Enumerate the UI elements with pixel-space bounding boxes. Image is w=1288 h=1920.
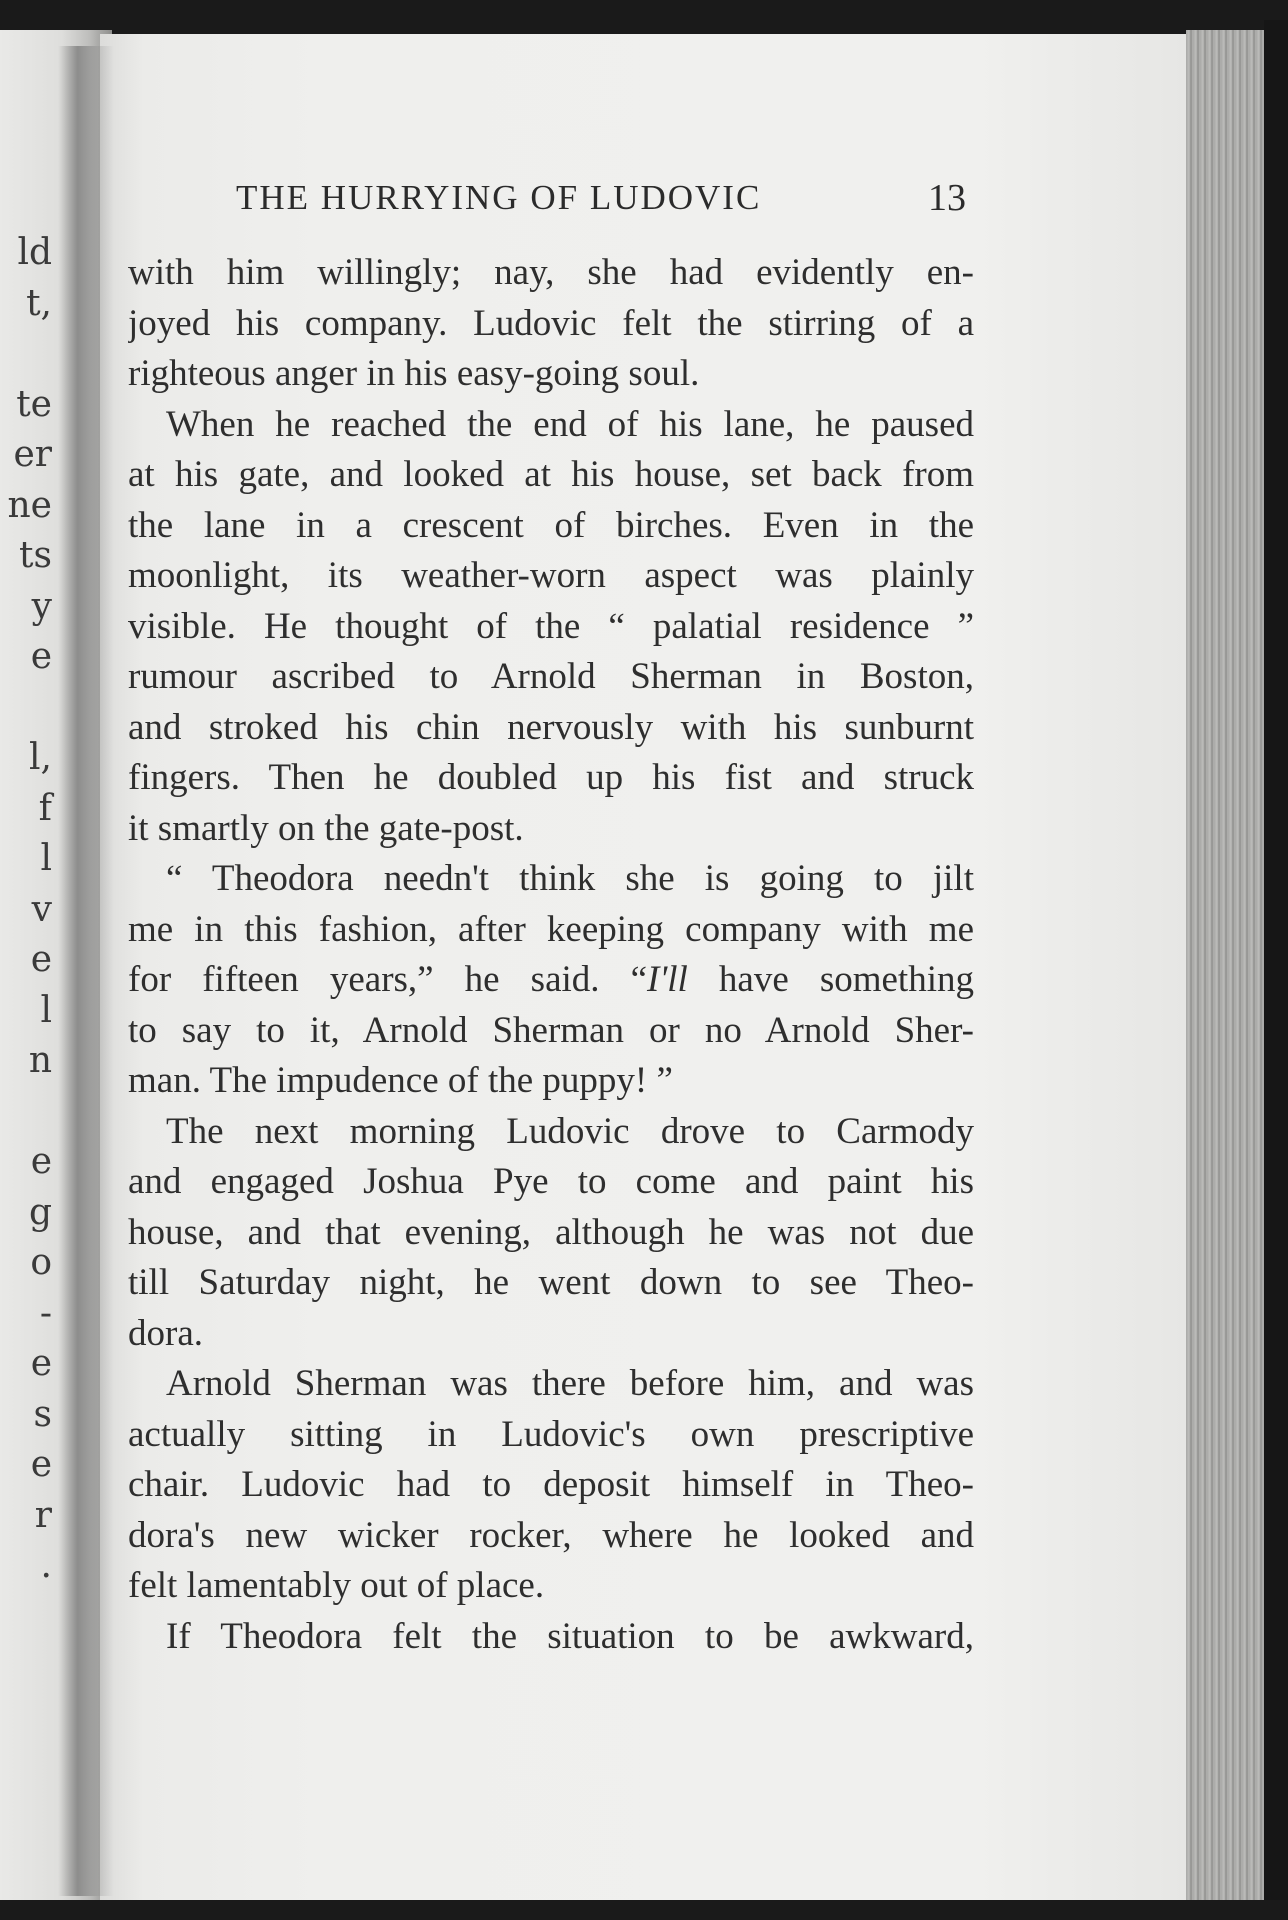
book-cover-edge [1264, 20, 1288, 1920]
text-line: Arnold Sherman was there before him, and was [166, 1363, 974, 1404]
left-page-fragment: e [30, 1343, 52, 1384]
text-line: with him willingly; nay, she had evidently en- [128, 252, 974, 293]
page-number: 13 [928, 177, 966, 219]
body-text [128, 248, 974, 1662]
left-page-fragment: l [40, 838, 52, 879]
left-page-fragment: f [38, 787, 52, 829]
left-page-fragment: v [31, 888, 52, 930]
left-page-fragment: . [40, 1545, 52, 1586]
text-line: joyed his company. Ludovic felt the stirring of a [128, 302, 974, 344]
left-page-fragment: e [30, 939, 52, 980]
line-segment: for fifteen years,” he said. “ [128, 959, 648, 1000]
gutter-shadow [58, 46, 114, 1896]
left-page-fragment: e [30, 636, 52, 677]
left-page-fragment: e [30, 1444, 52, 1485]
text-line: to say to it, Arnold Sherman or no Arnold Sher- [128, 1009, 974, 1051]
text-line: it smartly on the gate-post. [128, 807, 524, 849]
left-page-fragment: g [28, 1191, 52, 1233]
left-page-fragment: t, [26, 282, 52, 324]
text-line: “ Theodora needn't think she is going to jilt [166, 858, 974, 899]
left-page-fragment: l [40, 989, 52, 1031]
text-line: When he reached the end of his lane, he paused [166, 403, 974, 445]
line-segment: have something [687, 959, 974, 1000]
left-page-fragment: ne [7, 484, 52, 526]
left-page-fragment: y [31, 585, 52, 627]
left-page-fragment: - [39, 1292, 52, 1334]
text-line: man. The impudence of the puppy! ” [128, 1060, 673, 1101]
text-line: The next morning Ludovic drove to Carmody [166, 1110, 974, 1152]
bottom-background [0, 1900, 1288, 1920]
text-line: righteous anger in his easy-going soul. [128, 353, 700, 394]
left-page-fragment: l, [29, 737, 52, 778]
left-page-fragment: n [28, 1040, 52, 1081]
text-line: If Theodora felt the situation to be awkward, [166, 1615, 974, 1657]
left-page-fragment: er [13, 434, 52, 475]
text-line: rumour ascribed to Arnold Sherman in Boston, [128, 656, 974, 697]
left-page-fragment: ld [17, 232, 52, 273]
italic-word: I'll [647, 959, 688, 1000]
text-line: house, and that evening, although he was not due [128, 1211, 974, 1253]
left-page-fragment: ts [19, 535, 52, 576]
left-page-fragment: s [33, 1393, 52, 1435]
text-line: the lane in a crescent of birches. Even in the [128, 504, 974, 546]
text-line: actually sitting in Ludovic's own prescriptive [128, 1413, 974, 1455]
text-line: and engaged Joshua Pye to come and paint his [128, 1161, 974, 1202]
text-line: chair. Ludovic had to deposit himself in Theo- [128, 1464, 974, 1505]
left-page-fragment: te [16, 383, 52, 425]
text-line: visible. He thought of the “ palatial residence ” [128, 605, 974, 647]
text-line: dora. [128, 1312, 203, 1354]
text-line: fingers. Then he doubled up his fist and struck [128, 757, 974, 798]
left-page-fragment: o [30, 1242, 52, 1283]
text-line: dora's new wicker rocker, where he looked and [128, 1514, 974, 1556]
text-line: me in this fashion, after keeping company with me [128, 908, 974, 950]
left-page-fragment: e [30, 1141, 52, 1182]
text-line: till Saturday night, he went down to see Theo- [128, 1262, 974, 1303]
text-line-with-italic [128, 955, 974, 1006]
left-page-fragment: r [34, 1494, 52, 1536]
running-head: THE HURRYING OF LUDOVIC [236, 178, 762, 217]
text-line: at his gate, and looked at his house, set back from [128, 454, 974, 495]
text-line: moonlight, its weather-worn aspect was plainly [128, 555, 974, 596]
text-line: felt lamentably out of place. [128, 1565, 545, 1606]
text-line: and stroked his chin nervously with his sunburnt [128, 706, 974, 748]
page-edges [1186, 30, 1264, 1910]
top-background [0, 0, 1288, 34]
